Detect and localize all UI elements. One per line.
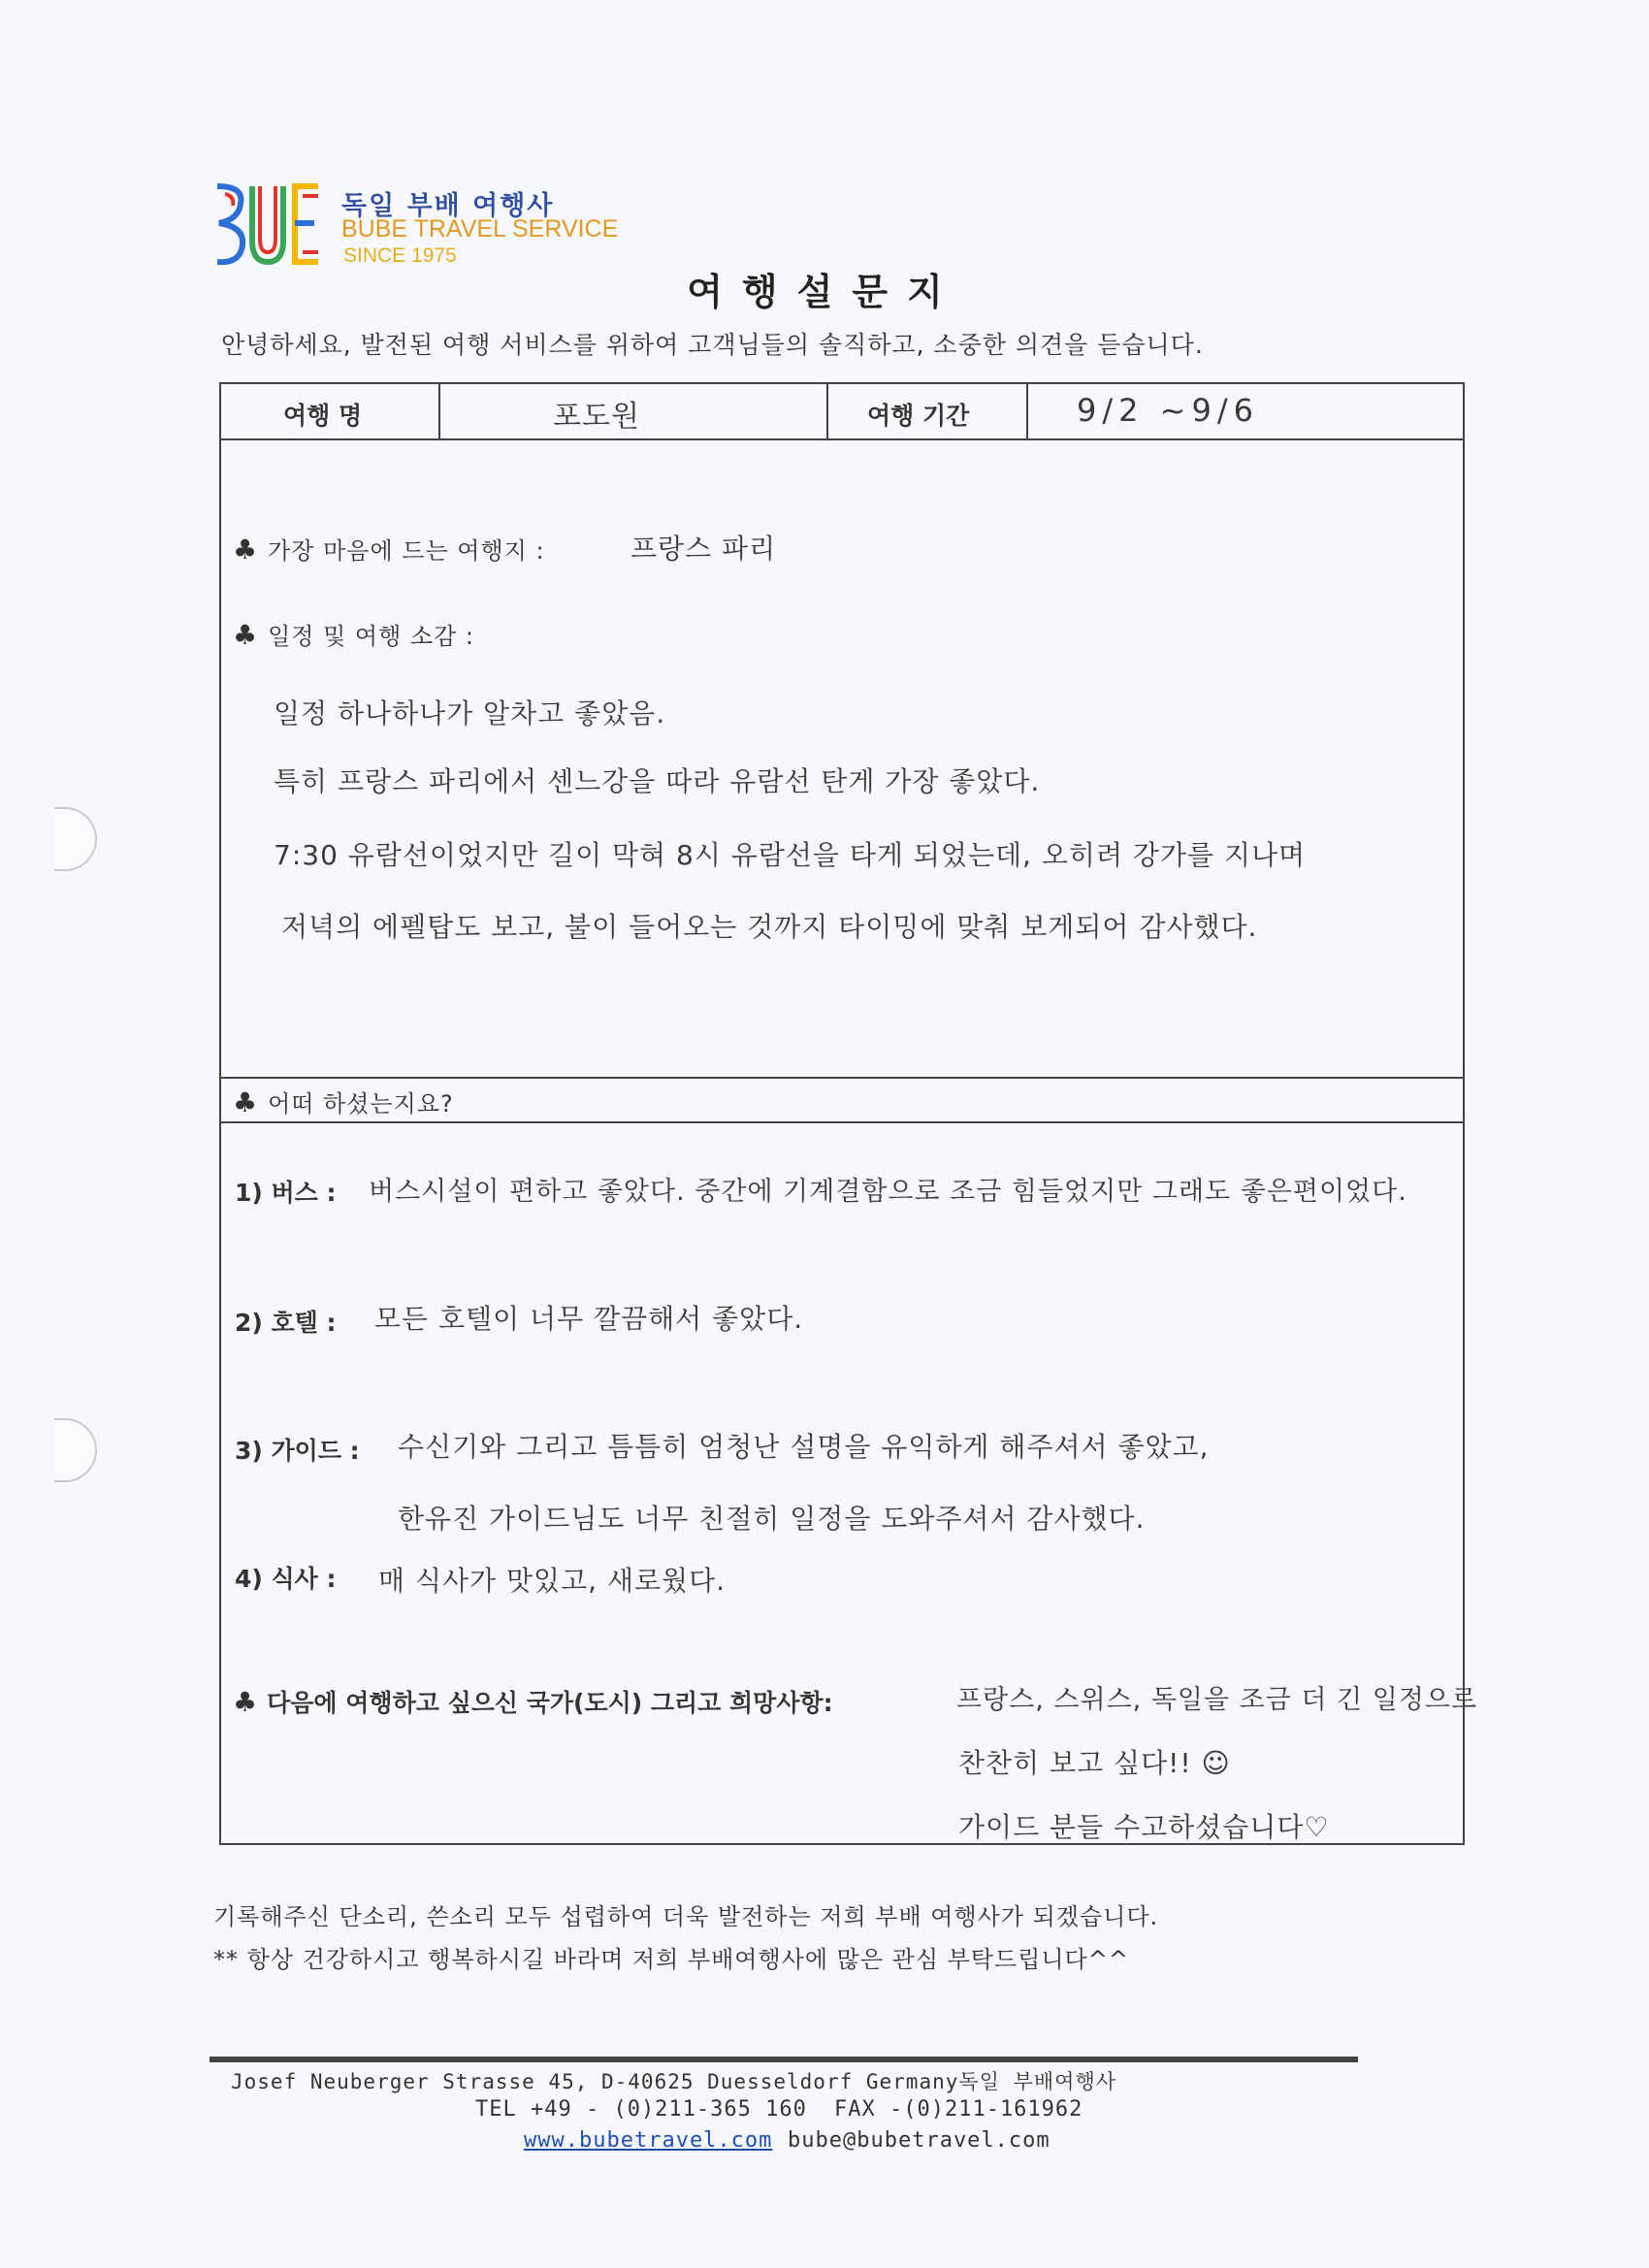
punch-hole bbox=[54, 1418, 97, 1482]
impressions-line: 저녁의 에펠탑도 보고, 불이 들어오는 것까지 타이밍에 맞춰 보게되어 감사했다. bbox=[281, 911, 1258, 943]
hotel-label: 2) 호텔 : bbox=[235, 1309, 337, 1337]
club-bullet-icon: ♣ bbox=[233, 534, 259, 566]
company-address: Josef Neuberger Strasse 45, D-40625 Duesseldorf Germany독일 부배여행사 bbox=[231, 2070, 1117, 2093]
impressions-line: 일정 하나하나가 알차고 좋았음. bbox=[274, 697, 666, 729]
company-website-link[interactable]: www.bubetravel.com bbox=[524, 2128, 773, 2153]
club-bullet-icon: ♣ bbox=[233, 1086, 259, 1118]
company-fax: FAX -(0)211-161962 bbox=[834, 2097, 1083, 2122]
next-trip-answer-line: 가이드 분들 수고하셨습니다♡ bbox=[958, 1811, 1330, 1843]
punch-hole bbox=[54, 807, 97, 871]
section-divider bbox=[219, 1121, 1465, 1123]
closing-note: 기록해주신 단소리, 쓴소리 모두 섭렵하여 더욱 발전하는 저희 부배 여행사가 되겠습니다. bbox=[213, 1903, 1159, 1930]
bus-answer: 버스시설이 편하고 좋았다. 중간에 기계결함으로 조금 힘들었지만 그래도 좋은편이었다. bbox=[369, 1177, 1407, 1207]
company-name-english: BUBE TRAVEL SERVICE bbox=[341, 215, 619, 243]
how-was-it-label: 어떠 하셨는지요? bbox=[268, 1090, 454, 1118]
club-bullet-icon: ♣ bbox=[233, 619, 259, 651]
company-email[interactable]: bube@bubetravel.com bbox=[788, 2128, 1051, 2153]
footer-rule bbox=[210, 2057, 1358, 2062]
impressions-label: 일정 및 여행 소감 : bbox=[268, 623, 474, 650]
next-trip-question bbox=[233, 1684, 833, 1719]
bus-label: 1) 버스 : bbox=[235, 1179, 337, 1207]
header-col-divider bbox=[438, 382, 440, 438]
trip-period-label: 여행 기간 bbox=[867, 402, 970, 430]
trip-period-value: 9/2 ~9/6 bbox=[1077, 392, 1259, 429]
meals-answer: 매 식사가 맛있고, 새로웠다. bbox=[378, 1565, 727, 1597]
company-since: SINCE 1975 bbox=[343, 244, 457, 267]
bube-logo-mark bbox=[211, 180, 324, 268]
guide-label: 3) 가이드 : bbox=[235, 1437, 360, 1465]
survey-intro: 안녕하세요, 발전된 여행 서비스를 위하여 고객님들의 솔직하고, 소중한 의견을 듣습니다. bbox=[221, 331, 1204, 359]
favorite-destination-question bbox=[233, 532, 545, 566]
favorite-destination-label: 가장 마음에 드는 여행지 : bbox=[268, 537, 545, 565]
guide-answer-line: 수신기와 그리고 틈틈히 엄청난 설명을 유익하게 해주셔서 좋았고, bbox=[398, 1431, 1210, 1463]
hotel-answer: 모든 호텔이 너무 깔끔해서 좋았다. bbox=[374, 1303, 804, 1335]
favorite-destination-answer: 프랑스 파리 bbox=[630, 533, 777, 565]
next-trip-label: 다음에 여행하고 싶으신 국가(도시) 그리고 희망사항: bbox=[267, 1689, 833, 1717]
survey-title: 여행설문지 bbox=[687, 271, 962, 313]
header-col-divider bbox=[826, 382, 828, 438]
company-tel: TEL +49 - (0)211-365 160 bbox=[475, 2097, 807, 2122]
club-bullet-icon: ♣ bbox=[233, 1686, 258, 1718]
impressions-line: 특히 프랑스 파리에서 센느강을 따라 유람선 탄게 가장 좋았다. bbox=[274, 765, 1041, 797]
next-trip-answer-line: 찬찬히 보고 싶다!! ☺ bbox=[958, 1747, 1231, 1779]
how-was-it-question bbox=[233, 1085, 454, 1118]
closing-note: ** 항상 건강하시고 행복하시길 바라며 저희 부배여행사에 많은 관심 부탁드립니다^^ bbox=[213, 1946, 1129, 1973]
section-divider bbox=[219, 1077, 1465, 1079]
impressions-question bbox=[233, 617, 474, 651]
company-name-korean: 독일 부배 여행사 bbox=[341, 191, 555, 221]
trip-name-value: 포도원 bbox=[553, 400, 640, 434]
trip-name-label: 여행 명 bbox=[283, 402, 363, 430]
guide-answer-line: 한유진 가이드님도 너무 친절히 일정을 도와주셔서 감사했다. bbox=[398, 1503, 1146, 1535]
meals-label: 4) 식사 : bbox=[235, 1565, 337, 1593]
impressions-line: 7:30 유람선이었지만 길이 막혀 8시 유람선을 타게 되었는데, 오히려 강가를 지나며 bbox=[274, 839, 1307, 871]
header-col-divider bbox=[1026, 382, 1028, 438]
next-trip-answer-line: 프랑스, 스위스, 독일을 조금 더 긴 일정으로 bbox=[956, 1685, 1478, 1715]
header-row-divider bbox=[219, 438, 1465, 440]
